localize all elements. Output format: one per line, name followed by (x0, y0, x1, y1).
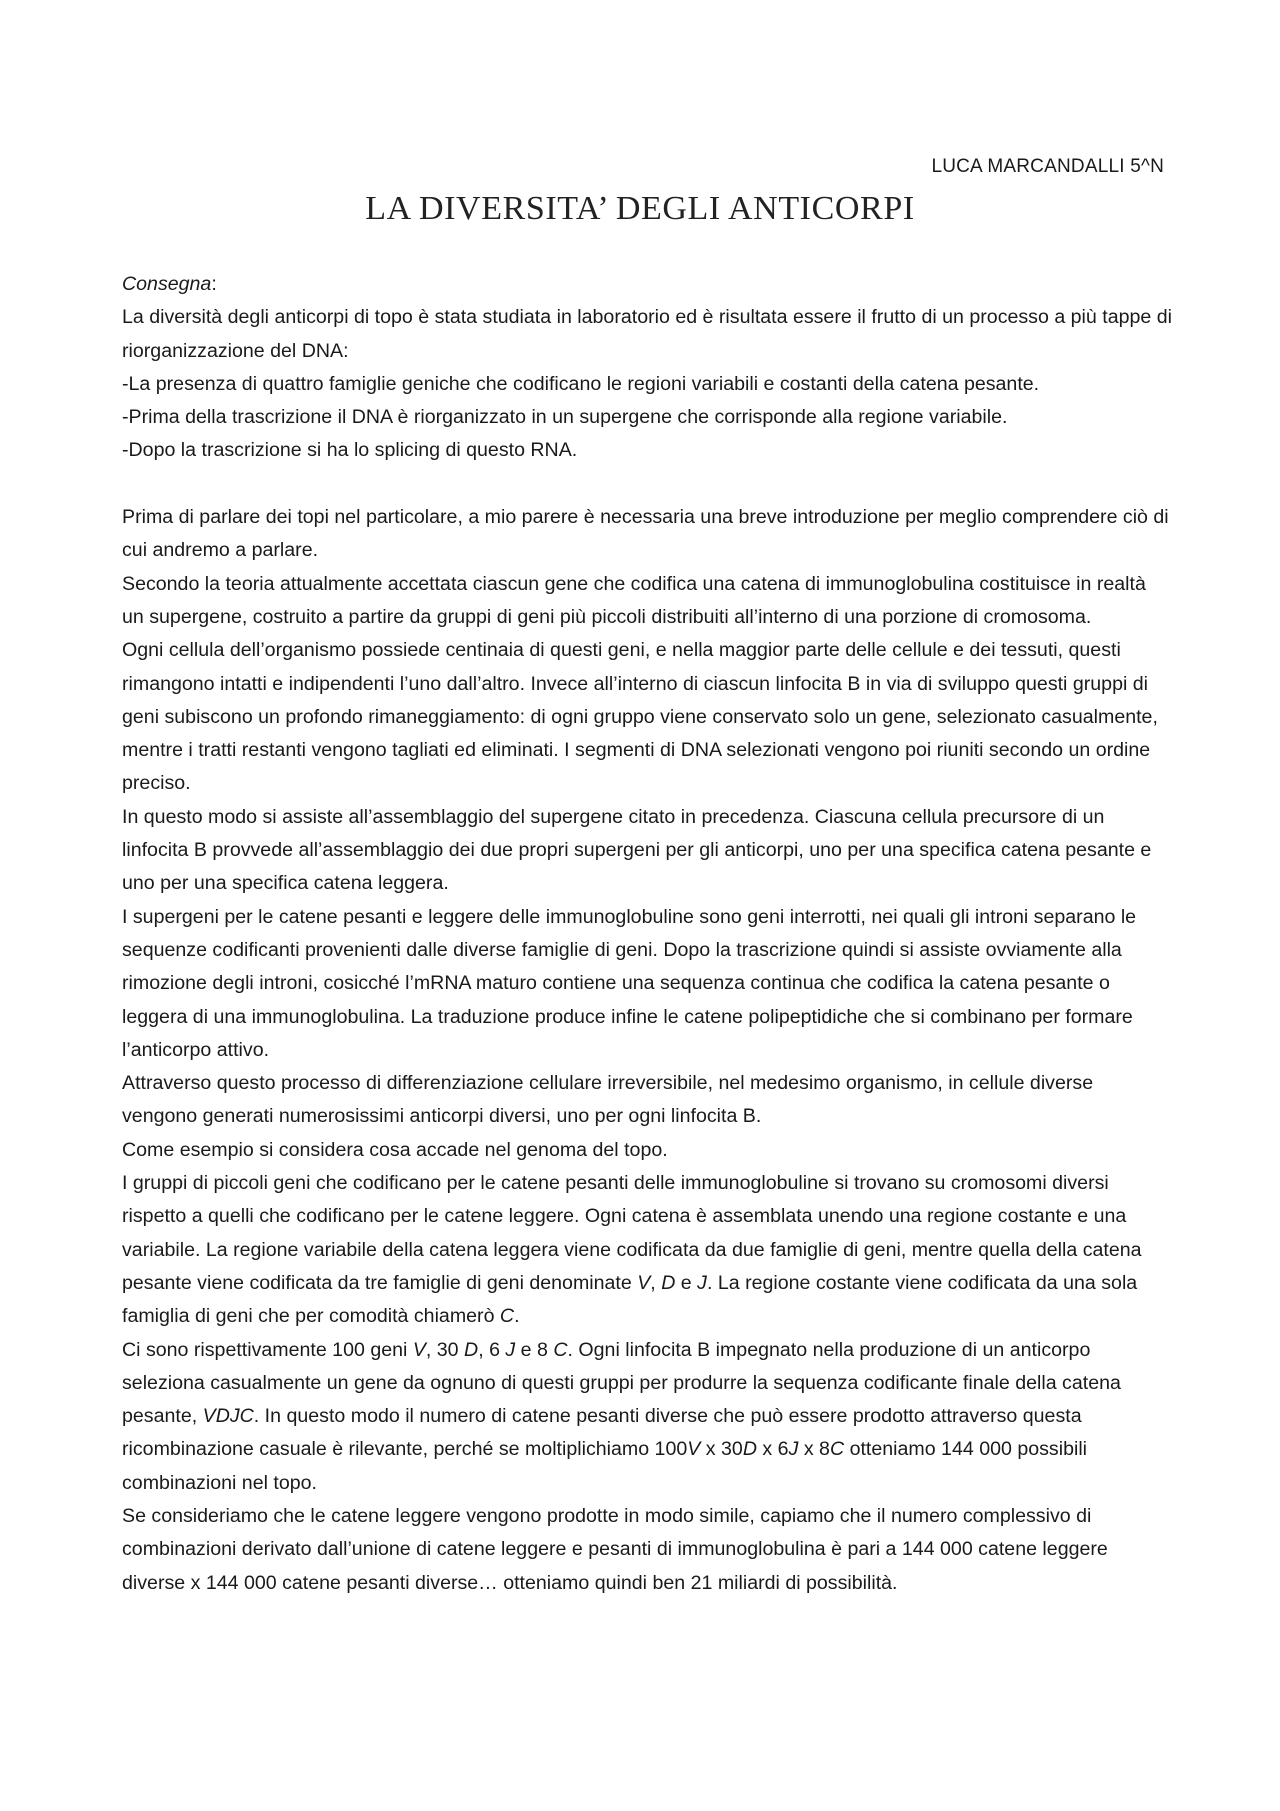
paragraph-assembly: In questo modo si assiste all’assemblaggio del supergene citato in precedenza. Ciascuna cellula precursore di un linfocita B provvede all’assemblaggio dei due propri supergeni per gli anticorpi, uno per una specifica catena pesante e uno per una specifica catena leggera. (122, 805, 1152, 895)
document-title: LA DIVERSITA’ DEGLI ANTICORPI (365, 190, 915, 227)
assignment-label-suffix: : (211, 273, 217, 295)
assignment-point: -Prima della trascrizione il DNA è riorganizzato in un supergene che corrisponde alla regione variabile. (122, 406, 1008, 429)
paragraph-introduction: Prima di parlare dei topi nel particolare, a mio parere è necessaria una breve introduzione per meglio comprendere ciò di cui andremo a parlare. (122, 506, 1169, 562)
paragraph-example: Come esempio si considera cosa accade nel genoma del topo. (122, 1138, 668, 1161)
assignment-label-line (122, 268, 1172, 301)
assignment-point: -La presenza di quattro famiglie geniche che codificano le regioni variabili e costanti della catena pesante. (122, 372, 1040, 395)
paragraph-conclusion: Se consideriamo che le catene leggere vengono prodotte in modo simile, capiamo che il numero complessivo di combinazioni derivato dall’unione di catene leggere e pesanti di immunoglobulina è pari a 144 000 catene leggere diverse x 144 000 catene pesanti diverse… otteniamo quindi ben 21 miliardi di possibilità. (122, 1504, 1108, 1594)
author-name: LUCA MARCANDALLI 5^N (931, 156, 1164, 177)
document-body (122, 268, 1172, 1600)
paragraph-gene-families: I gruppi di piccoli geni che codificano per le catene pesanti delle immunoglobuline si trovano su cromosomi diversi rispetto a quelli che codificano per le catene leggere. Ogni catena è assemblata unendo una regione costante e una variabile. La regione variabile della catena leggera viene codificata da due famiglie di geni, mentre quella della catena pesante viene codificata da tre famiglie di geni denominate V, D e J. La regione costante viene codificata da una sola famiglia di geni che per comodità chiamerò C. (122, 1172, 1142, 1328)
blank-line (122, 468, 1172, 501)
paragraph-combinations: Ci sono rispettivamente 100 geni V, 30 D, 6 J e 8 C. Ogni linfocita B impegnato nella produzione di un anticorpo seleziona casualmente un gene da ognuno di questi gruppi per produrre la sequenza codificante finale della catena pesante, VDJC. In questo modo il numero di catene pesanti diverse che può essere prodotto attraverso questa ricombinazione casuale è rilevante, perché se moltiplichiamo 100V x 30D x 6J x 8C otteniamo 144 000 possibili combinazioni nel topo. (122, 1338, 1121, 1494)
paragraph-cells: Ogni cellula dell’organismo possiede centinaia di questi geni, e nella maggior parte delle cellule e dei tessuti, questi rimangono intatti e indipendenti l’uno dall’altro. Invece all’interno di ciascun linfocita B in via di sviluppo questi gruppi di geni subiscono un profondo rimaneggiamento: di ogni gruppo viene conservato solo un gene, selezionato casualmente, mentre i tratti restanti vengono tagliati ed eliminati. I segmenti di DNA selezionati vengono poi riuniti secondo un ordine preciso. (122, 639, 1158, 795)
paragraph-introns: I supergeni per le catene pesanti e leggere delle immunoglobuline sono geni interrotti, nei quali gli introni separano le sequenze codificanti provenienti dalle diverse famiglie di geni. Dopo la trascrizione quindi si assiste ovviamente alla rimozione degli introni, cosicché l’mRNA maturo contiene una sequenza continua che codifica la catena pesante o leggera di una immunoglobulina. La traduzione produce infine le catene polipeptidiche che si combinano per formare l’anticorpo attivo. (122, 905, 1137, 1061)
paragraph-theory: Secondo la teoria attualmente accettata ciascun gene che codifica una catena di immunoglobulina costituisce in realtà un supergene, costruito a partire da gruppi di geni più piccoli distribuiti all’interno di una porzione di cromosoma. (122, 572, 1146, 628)
assignment-label: Consegna (122, 273, 212, 295)
assignment-point: -Dopo la trascrizione si ha lo splicing di questo RNA. (122, 439, 578, 462)
paragraph-differentiation: Attraverso questo processo di differenziazione cellulare irreversibile, nel medesimo organismo, in cellule diverse vengono generati numerosissimi anticorpi diversi, uno per ogni linfocita B. (122, 1072, 1094, 1128)
assignment-intro: La diversità degli anticorpi di topo è stata studiata in laboratorio ed è risultata essere il frutto di un processo a più tappe di riorganizzazione del DNA: (122, 306, 1172, 362)
